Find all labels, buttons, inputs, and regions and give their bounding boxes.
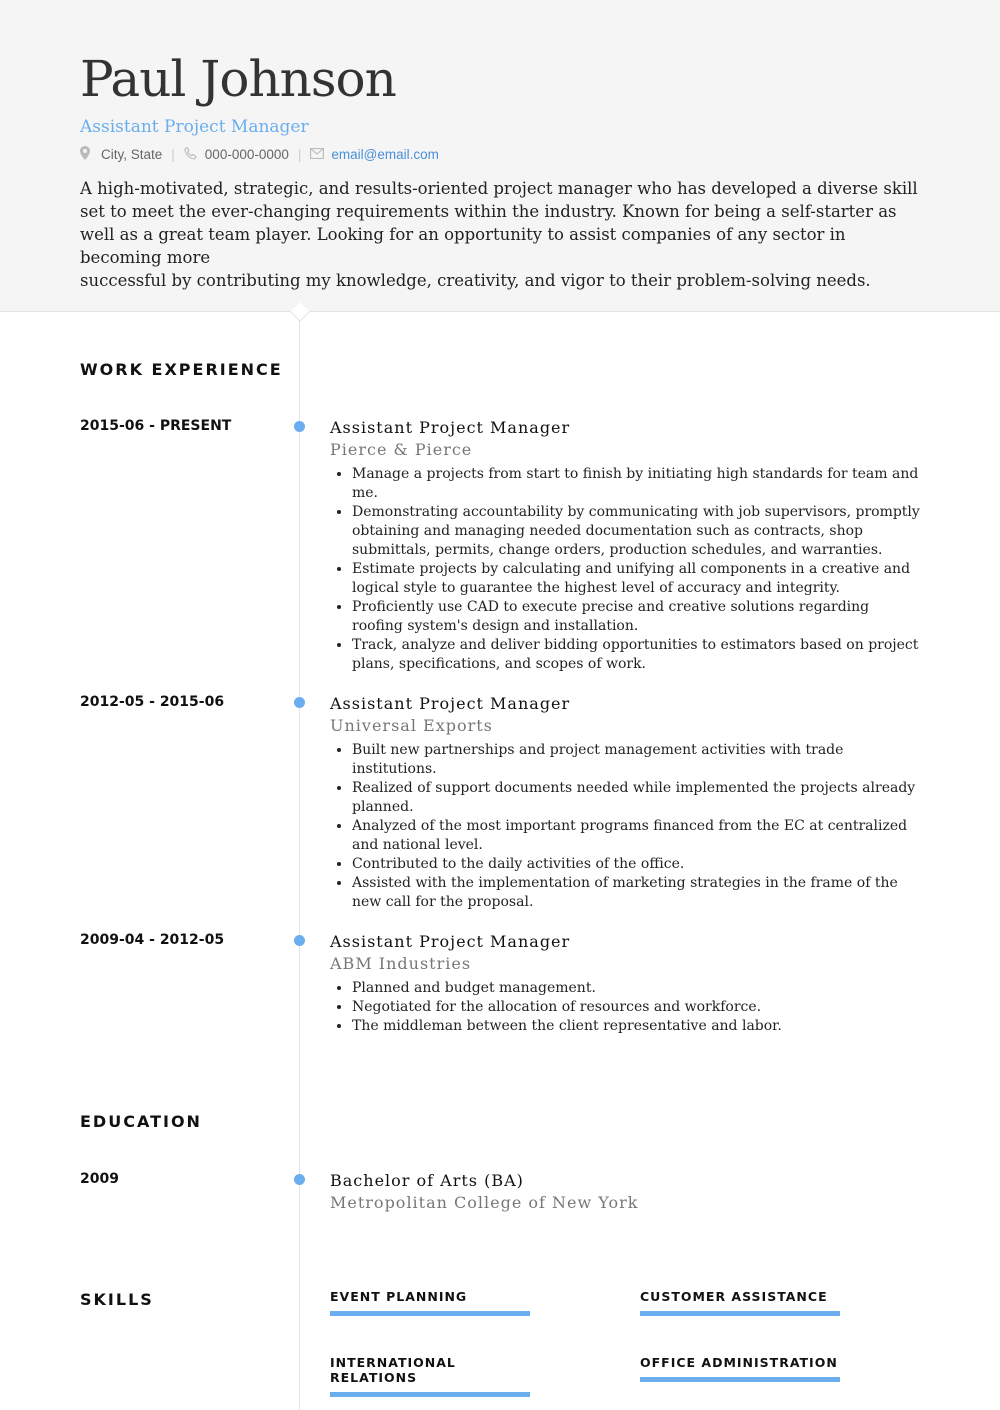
work-date: 2015-06 - PRESENT — [80, 418, 232, 434]
contact-separator: | — [297, 147, 302, 162]
work-bullet: • Negotiated for the allocation of resources and workforce. — [352, 998, 920, 1017]
timeline-line — [299, 320, 300, 1410]
skill-bar — [640, 1377, 840, 1382]
education-school: Metropolitan College of New York — [330, 1193, 639, 1212]
work-bullet: • Manage a projects from start to finish by initiating high standards for team and me. — [352, 465, 920, 503]
work-bullet: • Built new partnerships and project management activities with trade institutions. — [352, 741, 920, 779]
timeline-dot — [294, 421, 305, 432]
work-company: Pierce & Pierce — [330, 440, 473, 459]
work-entry — [330, 693, 920, 912]
skill-bar — [330, 1392, 530, 1397]
skill-label: EVENT PLANNING — [330, 1289, 468, 1304]
envelope-icon — [310, 147, 324, 162]
work-bullet: • Planned and budget management. — [352, 979, 920, 998]
section-title-education: EDUCATION — [80, 1112, 202, 1131]
candidate-name: Paul Johnson — [80, 50, 396, 108]
work-bullet: • Track, analyze and deliver bidding opportunities to estimators based on project plans, specifications, and scopes of work. — [352, 636, 920, 674]
work-bullet: • Proficiently use CAD to execute precise and creative solutions regarding roofing system's design and installation. — [352, 598, 920, 636]
summary-text-continued: successful by contributing my knowledge, creativity, and vigor to their problem-solving needs. — [80, 271, 871, 290]
work-bullet: • Assisted with the implementation of marketing strategies in the frame of the new call for the proposal. — [352, 874, 920, 912]
timeline-dot — [294, 935, 305, 946]
work-bullets — [330, 465, 920, 674]
location-pin-icon — [80, 146, 94, 163]
phone-icon — [184, 147, 198, 163]
skill-label: OFFICE ADMINISTRATION — [640, 1355, 838, 1370]
candidate-title: Assistant Project Manager — [80, 117, 309, 137]
skill-item — [330, 1355, 530, 1397]
contact-line — [80, 146, 439, 163]
education-entry — [330, 1170, 920, 1214]
contact-separator: | — [171, 147, 175, 162]
skill-item — [330, 1289, 530, 1316]
section-title-work: WORK EXPERIENCE — [80, 360, 283, 379]
work-company: Universal Exports — [330, 716, 493, 735]
skill-bar — [330, 1311, 530, 1316]
work-title: Assistant Project Manager — [330, 932, 571, 951]
education-date: 2009 — [80, 1171, 119, 1187]
work-bullet: • Contributed to the daily activities of the office. — [352, 855, 920, 874]
work-title: Assistant Project Manager — [330, 694, 571, 713]
timeline-dot — [294, 1174, 305, 1185]
summary — [80, 177, 920, 292]
summary-text: A high-motivated, strategic, and results-oriented project manager who has developed a diverse skill set to meet the ever-changing requirements within the industry. Known for being a self-starter as well as a great team player. Looking for an opportunity to assist companies of any sector in becoming more — [80, 179, 918, 267]
location-text: City, State — [101, 147, 163, 162]
work-bullet: • Estimate projects by calculating and unifying all components in a creative and logical style to guarantee the highest level of accuracy and integrity. — [352, 560, 920, 598]
education-degree: Bachelor of Arts (BA) — [330, 1171, 524, 1190]
work-bullets — [330, 979, 920, 1036]
skill-item — [640, 1355, 840, 1382]
work-bullet: • Realized of support documents needed while implemented the projects already planned. — [352, 779, 920, 817]
work-entry — [330, 417, 920, 674]
work-bullets — [330, 741, 920, 912]
work-title: Assistant Project Manager — [330, 418, 571, 437]
work-date: 2012-05 - 2015-06 — [80, 694, 225, 710]
skill-bar — [640, 1311, 840, 1316]
work-date: 2009-04 - 2012-05 — [80, 932, 225, 948]
skill-label: CUSTOMER ASSISTANCE — [640, 1289, 828, 1304]
email-link[interactable]: email@email.com — [331, 147, 439, 162]
skill-item — [640, 1289, 840, 1316]
skill-label: INTERNATIONAL RELATIONS — [330, 1355, 456, 1385]
work-company: ABM Industries — [330, 954, 472, 973]
section-title-skills: SKILLS — [80, 1290, 154, 1309]
phone-text: 000-000-0000 — [204, 147, 289, 162]
work-entry — [330, 931, 920, 1036]
timeline-dot — [294, 697, 305, 708]
work-bullet: • Analyzed of the most important programs financed from the EC at centralized and national level. — [352, 817, 920, 855]
resume-header — [0, 0, 1000, 312]
work-bullet: • Demonstrating accountability by communicating with job supervisors, promptly obtaining and managing needed documentation such as contracts, shop submittals, permits, change orders, production schedules, and warranties. — [352, 503, 920, 560]
work-bullet: • The middleman between the client representative and labor. — [352, 1017, 920, 1036]
